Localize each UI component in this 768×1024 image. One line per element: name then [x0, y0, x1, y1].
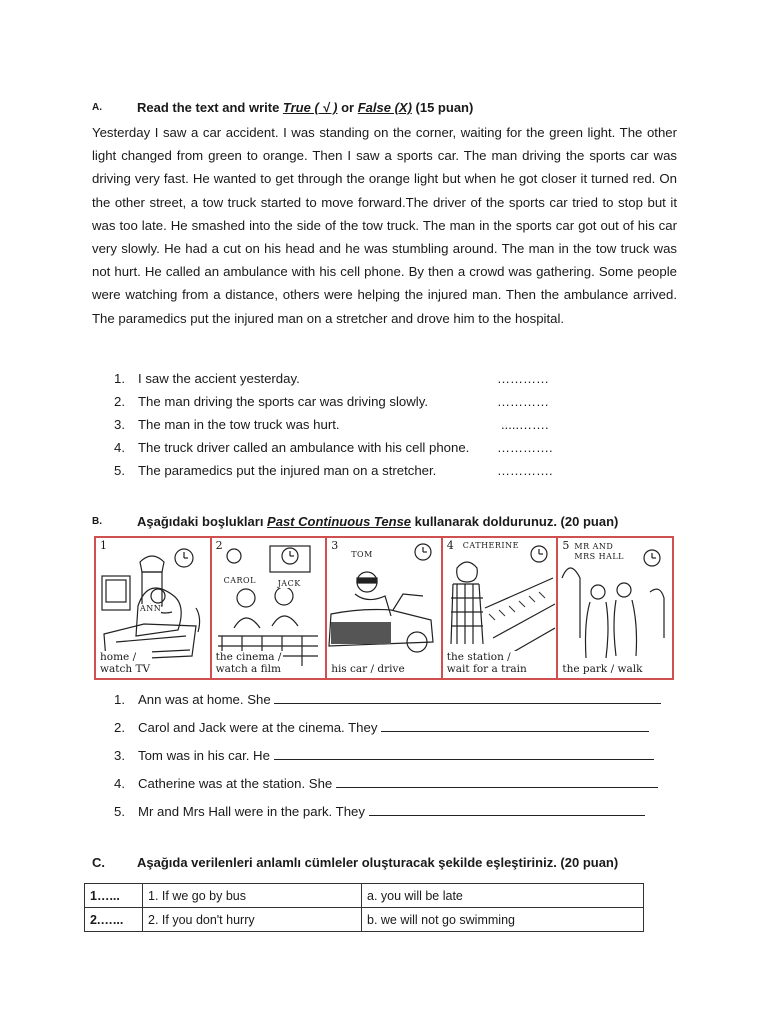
item-text: I saw the accient yesterday. — [138, 371, 300, 386]
list-item — [114, 463, 436, 478]
section-a-letter: A. — [92, 102, 102, 113]
item-text: Mr and Mrs Hall were in the park. They — [138, 804, 369, 819]
item-number: 1. — [114, 371, 125, 386]
section-a-instruction — [137, 100, 473, 115]
answer-blank[interactable]: …………. — [497, 440, 553, 455]
instruction-prefix: Read the text and write — [137, 100, 283, 115]
item-number: 4. — [114, 440, 125, 455]
panel-caption — [216, 651, 284, 675]
true-label: True ( √ ) — [282, 100, 338, 115]
panel-number: 3 — [331, 539, 339, 552]
caption-line: watch a film — [215, 663, 281, 675]
caption-line: the station / — [446, 651, 511, 663]
fill-in-list — [114, 692, 684, 822]
answer-blank[interactable]: …………. — [497, 463, 553, 478]
list-item — [114, 371, 300, 386]
character-name: MR AND — [574, 542, 614, 551]
section-b-letter: B. — [92, 516, 102, 527]
section-c-letter: C. — [92, 855, 105, 870]
instruction-suffix: kullanarak doldurunuz. (20 puan) — [411, 514, 619, 529]
section-a-heading — [92, 100, 692, 118]
list-item — [114, 804, 645, 819]
answer-cell[interactable]: 1…... — [85, 884, 143, 908]
panel-caption — [100, 651, 152, 675]
item-text: The truck driver called an ambulance with his cell phone. — [138, 440, 470, 455]
item-number: 3. — [114, 748, 125, 763]
instruction-prefix: Aşağıdaki boşlukları — [137, 514, 268, 529]
caption-line: wait for a train — [446, 663, 527, 675]
picture-panel — [327, 538, 443, 678]
character-name: ANN — [140, 604, 162, 613]
character-name: CAROL — [223, 576, 256, 585]
answer-blank[interactable]: ………… — [497, 394, 549, 409]
answer-blank[interactable] — [381, 720, 649, 732]
picture-strip — [94, 536, 674, 680]
answer-blank[interactable] — [336, 776, 658, 788]
character-name: CATHERINE — [462, 541, 519, 550]
matching-table — [84, 883, 644, 932]
character-name: TOM — [351, 550, 373, 559]
section-b-heading — [92, 514, 712, 532]
car-illustration — [327, 538, 439, 678]
item-text: The paramedics put the injured man on a stretcher. — [138, 463, 437, 478]
picture-panel — [96, 538, 212, 678]
character-name: MRS HALL — [574, 552, 624, 561]
item-number: 4. — [114, 776, 125, 791]
list-item — [114, 692, 661, 707]
panel-caption — [562, 663, 644, 675]
answer-cell[interactable]: 2.…... — [85, 908, 143, 932]
item-text: Catherine was at the station. She — [138, 776, 336, 791]
caption-line: his car / drive — [331, 663, 405, 675]
picture-panel — [212, 538, 328, 678]
result-cell: b. we will not go swimming — [362, 908, 644, 932]
list-item — [114, 440, 469, 455]
table-row — [85, 908, 644, 932]
panel-number: 2 — [215, 539, 223, 552]
result-cell: a. you will be late — [362, 884, 644, 908]
list-item — [114, 720, 649, 735]
picture-panel — [443, 538, 559, 678]
section-b-instruction — [137, 514, 618, 529]
list-item — [114, 417, 340, 432]
clause-cell: 1. If we go by bus — [143, 884, 362, 908]
false-label: False (X) — [357, 100, 412, 115]
caption-line: the cinema / — [215, 651, 282, 663]
panel-number: 4 — [446, 539, 454, 552]
item-number: 1. — [114, 692, 125, 707]
item-text: Tom was in his car. He — [138, 748, 274, 763]
answer-blank[interactable]: ………… — [497, 371, 549, 386]
item-number: 5. — [114, 804, 125, 819]
caption-line: the park / walk — [562, 663, 643, 675]
panel-number: 1 — [100, 539, 107, 552]
list-item — [114, 394, 428, 409]
item-text: The man driving the sports car was driving slowly. — [138, 394, 428, 409]
reading-passage — [92, 121, 677, 330]
panel-caption — [447, 651, 529, 675]
item-text: The man in the tow truck was hurt. — [138, 417, 340, 432]
item-number: 3. — [114, 417, 125, 432]
picture-panel — [558, 538, 672, 678]
panel-caption — [331, 663, 406, 675]
list-item — [114, 748, 654, 763]
caption-line: home / — [100, 651, 137, 663]
item-number: 2. — [114, 720, 125, 735]
panel-number: 5 — [562, 539, 570, 552]
or-word: or — [337, 100, 358, 115]
item-number: 5. — [114, 463, 125, 478]
answer-blank[interactable]: .....……. — [501, 417, 549, 432]
table-row — [85, 884, 644, 908]
tense-label: Past Continuous Tense — [267, 514, 412, 529]
item-number: 2. — [114, 394, 125, 409]
section-c-instruction: Aşağıda verilenleri anlamlı cümleler oluşturacak şekilde eşleştiriniz. (20 puan) — [137, 855, 619, 870]
caption-line: watch TV — [100, 663, 151, 675]
item-text: Carol and Jack were at the cinema. They — [138, 720, 382, 735]
answer-blank[interactable] — [274, 692, 661, 704]
points-label: (15 puan) — [411, 100, 474, 115]
item-text: Ann was at home. She — [138, 692, 275, 707]
character-name: JACK — [277, 579, 301, 588]
list-item — [114, 776, 658, 791]
passage-text: Yesterday I saw a car accident. I was standing on the corner, waiting for the green light. The other light changed from green to orange. Then I saw a sports car. The man driving the sports car was driving very fast. He wanted to get through the orange light but when he got closer it turned red. On the other street, a tow truck started to move forward.The driver of the sports car tried to stop but it was too late. He smashed into the side of the tow truck. The man in the sports car got out of his car very slowly. He had a cut on his head and he was stumbling around. The man in the tow truck was not hurt. He called an ambulance with his cell phone. By then a crowd was gathering. Some people were watching from a distance, others were helping the injured man. Then the ambulance arrived. The paramedics put the injured man on a stretcher and drove him to the hospital. — [92, 125, 677, 326]
clause-cell: 2. If you don't hurry — [143, 908, 362, 932]
answer-blank[interactable] — [274, 748, 654, 760]
answer-blank[interactable] — [369, 804, 645, 816]
section-c-heading — [92, 855, 712, 873]
